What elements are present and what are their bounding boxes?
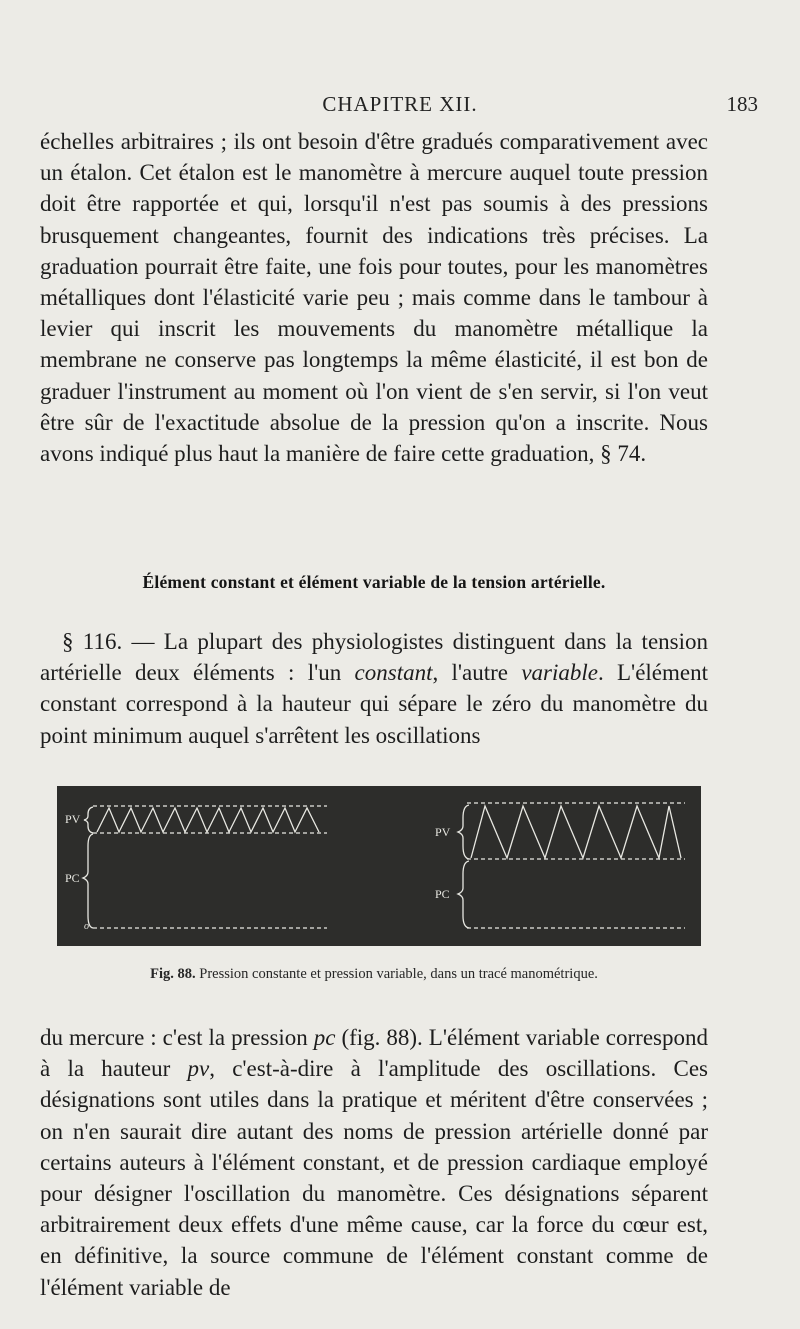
paragraph-2-part-a: § 116. — La plupart des physiologistes distinguent dans la tension artérielle deux éléments : l'un — [40, 629, 708, 686]
paragraph-2-part-c: . L'élément constant correspond à la hauteur qui sépare le zéro du manomètre du point minimum auquel s'arrêtent les oscillations — [40, 660, 708, 748]
left-oscillation-line — [97, 808, 319, 832]
section-title: Élément constant et élément variable de la tension artérielle. — [142, 572, 606, 592]
left-pc-brace — [83, 834, 93, 928]
left-pv-brace — [84, 807, 93, 833]
tracing-svg — [57, 786, 701, 946]
term-pc: pc — [313, 1025, 336, 1050]
left-pv-label: PV — [65, 812, 81, 826]
right-oscillation-line — [471, 806, 681, 858]
right-pc-label: PC — [435, 887, 450, 901]
manometric-tracing-figure — [57, 786, 701, 946]
right-pv-label: PV — [435, 825, 451, 839]
paragraph-1 — [40, 126, 708, 469]
term-variable: variable — [521, 660, 598, 686]
term-constant: constant — [354, 660, 433, 686]
left-zero-label: o — [84, 921, 89, 932]
paragraph-2 — [40, 626, 708, 751]
chapter-heading: CHAPITRE XII. — [322, 92, 478, 116]
paragraph-3-part-c: , c'est-à-dire à l'amplitude des oscillations. Ces désignations sont utiles dans la pratique et méritent d'être conservées ; on n'en saurait dire autant des noms de pression artérielle donné par certains auteurs à l'élément constant, et de pression cardiaque employé pour désigner l'oscillation du manomètre. Ces désignations séparent arbitrairement deux effets d'une même cause, car la force du cœur est, en définitive, la source commune de l'élément constant comme de l'élément variable de — [40, 1056, 708, 1300]
right-pv-brace — [458, 805, 469, 859]
running-header — [40, 92, 760, 122]
left-tracing — [83, 806, 327, 928]
page-number: 183 — [726, 92, 758, 116]
paragraph-3-part-b: (fig. 88). L'élément variable correspond à la hauteur — [40, 1025, 708, 1082]
figure-number: Fig. 88. — [150, 966, 196, 982]
paragraph-3 — [40, 1022, 708, 1303]
left-pc-label: PC — [65, 871, 80, 885]
figure-caption — [40, 966, 708, 983]
term-pv: pv — [187, 1056, 210, 1082]
paragraph-1-text: échelles arbitraires ; ils ont besoin d'être gradués comparativement avec un étalon. Cet étalon est le manomètre à mercure auquel toute pression doit être rapportée et qui, lorsqu'il n'est pas soumis à des pressions brusquement changeantes, fournit des indications très précises. La graduation pourrait être faite, une fois pour toutes, pour les manomètres métalliques dont l'élasticité varie peu ; mais comme dans le tambour à levier qui inscrit les mouvements du manomètre métallique la membrane ne conserve pas longtemps la même élasticité, il est bon de graduer l'instrument au moment où l'on vient de s'en servir, si l'on veut être sûr de l'exactitude absolue de la pression qu'on a inscrite. Nous avons indiqué plus haut la manière de faire cette graduation, § 74. — [40, 129, 708, 467]
paragraph-3-part-a: du mercure : c'est la pression — [40, 1025, 314, 1050]
paragraph-2-part-b: , l'autre — [432, 660, 522, 686]
paragraph-2-text — [40, 626, 708, 751]
right-tracing — [458, 803, 685, 928]
paragraph-3-text — [40, 1022, 708, 1303]
right-pc-brace — [458, 861, 469, 928]
figure-caption-text: Pression constante et pression variable, dans un tracé manométrique. — [199, 966, 598, 982]
